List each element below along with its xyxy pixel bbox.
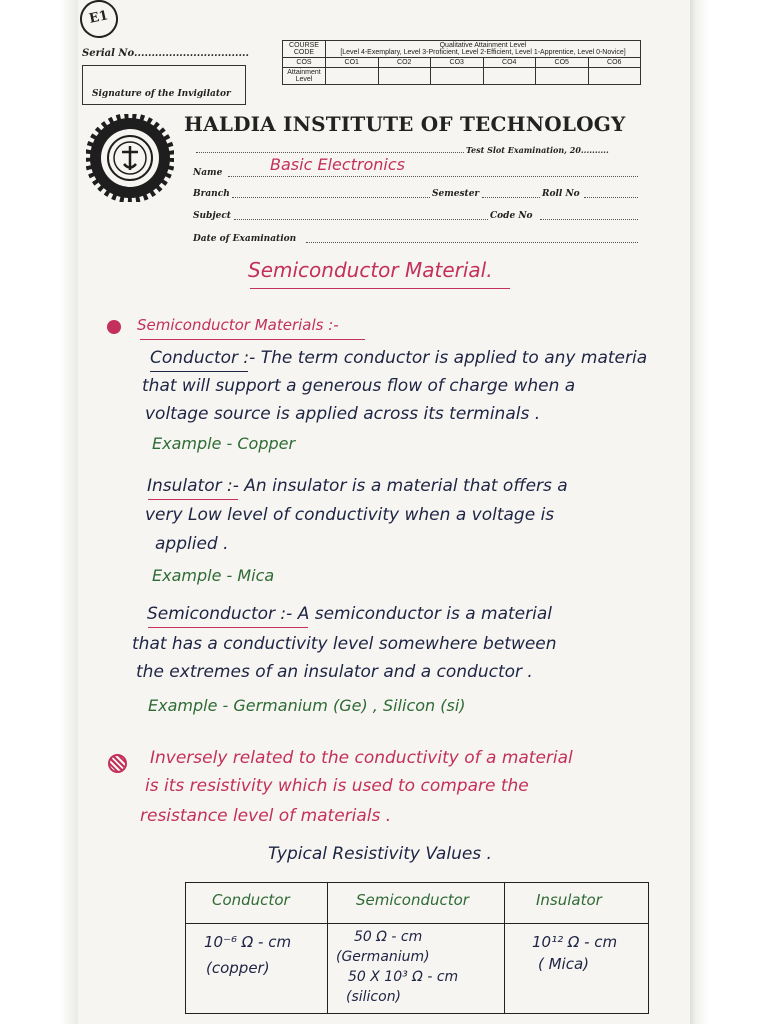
page-badge: E1: [76, 0, 121, 42]
name-value: Basic Electronics: [270, 155, 405, 174]
header-conductor: Conductor: [212, 891, 290, 909]
background-right-margin: [690, 0, 768, 1024]
co4-cell: CO4: [483, 58, 536, 68]
semiconductor-line3: the extremes of an insulator and a conductor .: [136, 662, 533, 682]
section-heading-underline: [140, 339, 365, 340]
name-line: [228, 176, 638, 177]
insulator-term: Insulator :-: [147, 476, 239, 496]
co6-cell: CO6: [588, 58, 641, 68]
insulator-line1: An insulator is a material that offers a: [244, 476, 568, 496]
table-header-divider: [186, 923, 648, 924]
date-line: [306, 242, 638, 243]
resistivity-table: [185, 882, 649, 1014]
signature-label: Signature of the Invigilator: [92, 89, 231, 99]
semester-label: Semester: [432, 189, 480, 199]
subject-label: Subject: [193, 211, 231, 221]
code-label: Code No: [490, 211, 533, 221]
hatched-bullet: [108, 754, 127, 773]
semester-line: [482, 197, 540, 198]
cos-cell: COS: [283, 58, 326, 68]
attainment-co1: [326, 68, 379, 85]
germanium-value: 50 Ω - cm: [354, 929, 423, 945]
background-left-margin: [0, 0, 78, 1024]
semiconductor-term: Semiconductor :-: [147, 604, 293, 624]
branch-label: Branch: [193, 189, 230, 199]
roll-line: [584, 197, 638, 198]
code-line: [540, 219, 638, 220]
institute-logo: [86, 114, 174, 202]
insulator-example: Example - Mica: [152, 566, 275, 585]
resistivity-line3: resistance level of materials .: [140, 806, 392, 826]
header-semiconductor: Semiconductor: [356, 891, 469, 909]
co3-cell: CO3: [431, 58, 484, 68]
insulator-material: ( Mica): [538, 955, 590, 973]
institute-name: HALDIA INSTITUTE OF TECHNOLOGY: [184, 112, 626, 136]
conductor-underline: [150, 371, 248, 372]
exam-title-line: Test Slot Examination, 20..........: [466, 145, 609, 155]
course-code-cell: COURSE CODE: [283, 41, 326, 58]
section-heading: Semiconductor Materials :-: [137, 316, 339, 334]
insulator-line3: applied .: [155, 534, 229, 554]
title-underline: [250, 288, 510, 289]
invigilator-signature-box: [82, 65, 246, 105]
attainment-co2: [378, 68, 431, 85]
attainment-level-cell: Attainment Level: [283, 68, 326, 85]
name-label: Name: [193, 168, 223, 178]
attainment-level-header: Qualitative Attainment Level [Level 4-Exemplary, Level 3-Proficient, Level 2-Efficient, Level 1-Apprentice, Level 0-Novice]: [326, 41, 641, 58]
semiconductor-example: Example - Germanium (Ge) , Silicon (si): [148, 696, 466, 715]
red-bullet: [107, 320, 121, 334]
conductor-material: (copper): [206, 959, 270, 977]
semiconductor-line1: A semiconductor is a material: [297, 604, 552, 624]
conductor-line1: The term conductor is applied to any materia: [260, 348, 648, 368]
date-label: Date of Examination: [193, 234, 297, 244]
resistivity-line1: Inversely related to the conductivity of a material: [150, 748, 573, 768]
insulator-line2: very Low level of conductivity when a voltage is: [145, 505, 555, 525]
branch-line: [232, 197, 430, 198]
semiconductor-line2: that has a conductivity level somewhere between: [132, 634, 557, 654]
co1-cell: CO1: [326, 58, 379, 68]
attainment-co4: [483, 68, 536, 85]
semiconductor-underline: [148, 627, 308, 628]
silicon-value: 50 X 10³ Ω - cm: [348, 969, 459, 985]
table-title: Typical Resistivity Values .: [268, 844, 492, 864]
co5-cell: CO5: [536, 58, 589, 68]
page-title: Semiconductor Material.: [248, 258, 493, 282]
conductor-term: Conductor :-: [150, 348, 256, 368]
silicon-label: (silicon): [346, 989, 402, 1005]
insulator-value: 10¹² Ω - cm: [532, 933, 618, 951]
conductor-value: 10⁻⁶ Ω - cm: [204, 933, 292, 951]
exam-dotted-line: [196, 152, 464, 153]
resistivity-line2: is its resistivity which is used to compare the: [145, 776, 529, 796]
insulator-underline: [148, 499, 238, 500]
roll-label: Roll No: [542, 189, 580, 199]
conductor-example: Example - Copper: [152, 434, 296, 453]
co2-cell: CO2: [378, 58, 431, 68]
conductor-line2: that will support a generous flow of charge when a: [142, 376, 576, 396]
attainment-table: [282, 40, 641, 85]
conductor-line3: voltage source is applied across its terminals .: [145, 404, 541, 424]
header-insulator: Insulator: [536, 891, 602, 909]
attainment-co6: [588, 68, 641, 85]
subject-line: [234, 219, 488, 220]
attainment-co5: [536, 68, 589, 85]
serial-number-label: Serial No.................................: [82, 48, 249, 59]
germanium-label: (Germanium): [336, 949, 430, 965]
attainment-co3: [431, 68, 484, 85]
